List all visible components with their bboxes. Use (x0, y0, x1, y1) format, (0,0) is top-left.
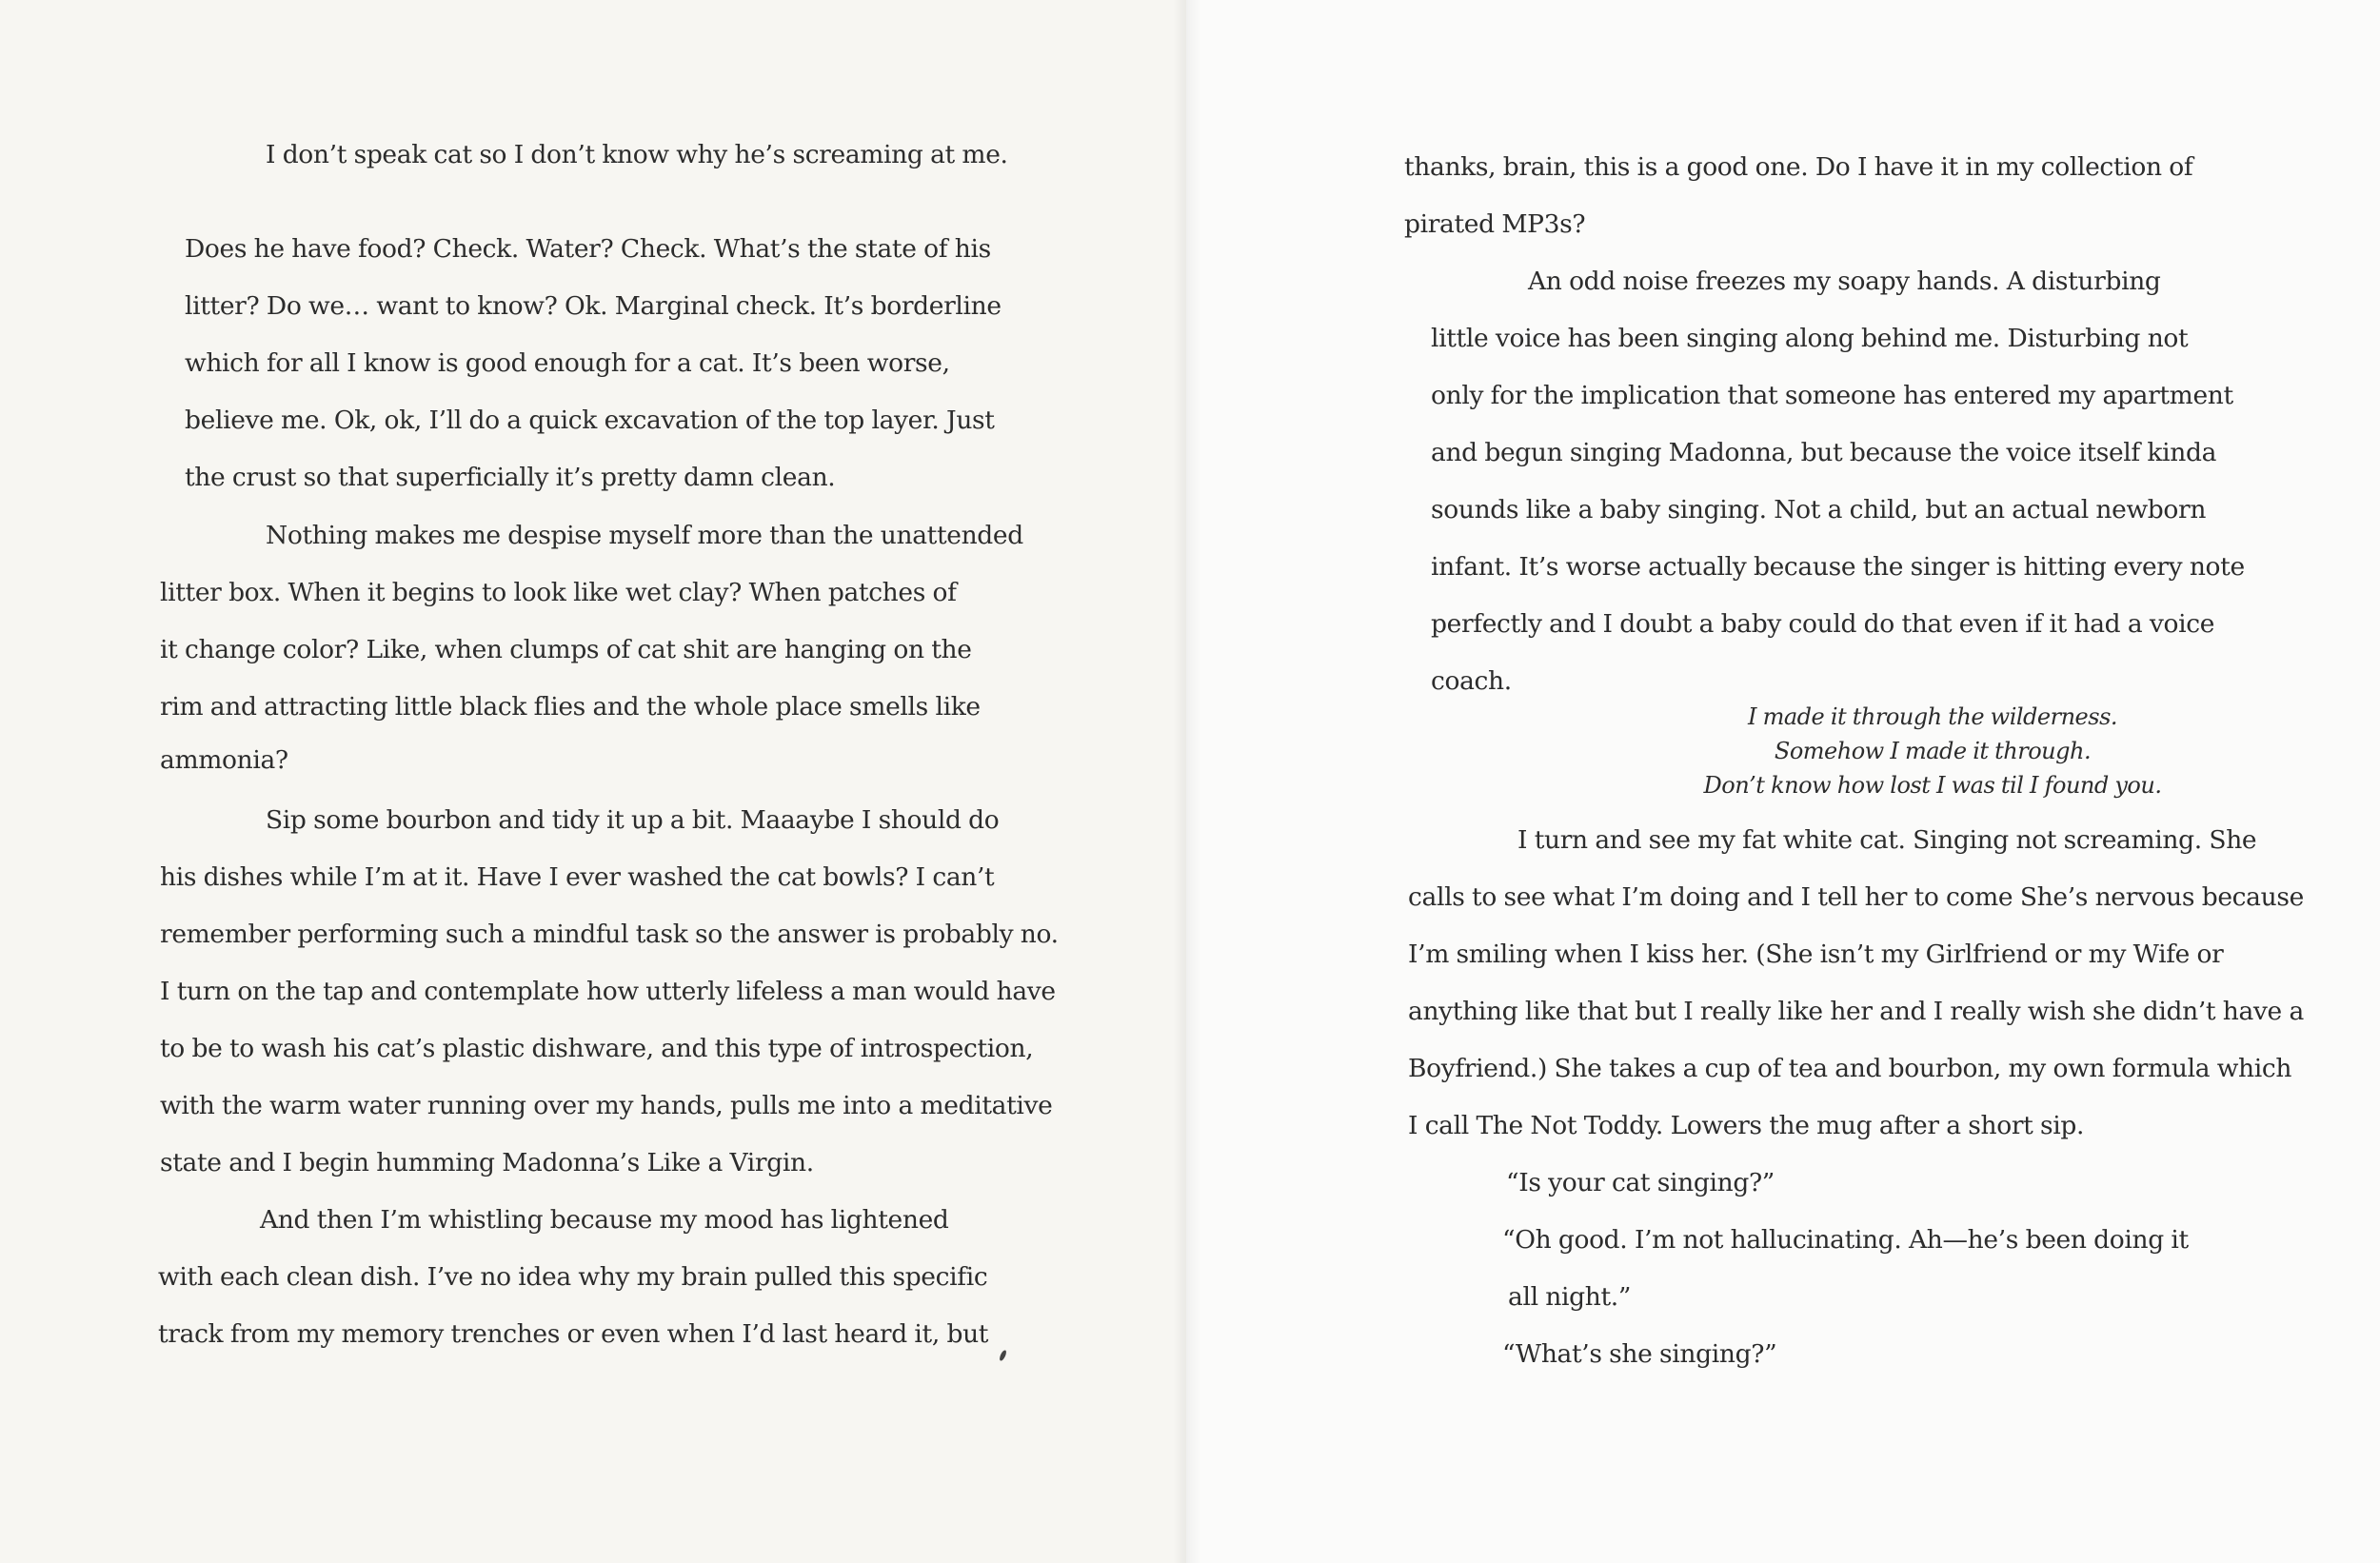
text-line: litter box. When it begins to look like wet clay? When patches of (160, 578, 957, 607)
text-line: ammonia? (160, 745, 288, 775)
text-line: little voice has been singing along behind me. Disturbing not (1431, 324, 2189, 353)
text-line: And then I’m whistling because my mood has lightened (260, 1205, 949, 1235)
text-line: and begun singing Madonna, but because the voice itself kinda (1431, 438, 2217, 467)
text-line: anything like that but I really like her and I really wish she didn’t have a (1408, 997, 2304, 1026)
left-page (0, 0, 1186, 1563)
text-line: I turn and see my fat white cat. Singing not screaming. She (1517, 825, 2257, 855)
right-page (1186, 0, 2380, 1563)
text-line: thanks, brain, this is a good one. Do I have it in my collection of (1404, 152, 2193, 182)
text-line: all night.” (1508, 1282, 1632, 1312)
text-line: believe me. Ok, ok, I’ll do a quick excavation of the top layer. Just (185, 406, 995, 435)
lyric-line: Don’t know how lost I was til I found you. (1703, 772, 2162, 799)
text-line: Sip some bourbon and tidy it up a bit. Maaaybe I should do (266, 805, 1000, 835)
text-line: I call The Not Toddy. Lowers the mug after a short sip. (1408, 1111, 2085, 1140)
text-line: with each clean dish. I’ve no idea why my brain pulled this specific (158, 1262, 988, 1292)
ink-speck (999, 1350, 1008, 1362)
text-line: litter? Do we… want to know? Ok. Marginal check. It’s borderline (185, 291, 1002, 321)
text-line: it change color? Like, when clumps of cat shit are hanging on the (160, 635, 972, 664)
text-line: remember performing such a mindful task so the answer is probably no. (160, 920, 1059, 949)
text-line: “Is your cat singing?” (1506, 1168, 1775, 1197)
text-line: rim and attracting little black flies and the whole place smells like (160, 692, 981, 722)
text-line: coach. (1431, 666, 1512, 696)
text-line: I turn on the tap and contemplate how utterly lifeless a man would have (160, 977, 1056, 1006)
text-line: I don’t speak cat so I don’t know why he’s screaming at me. (266, 140, 1008, 169)
text-line: Nothing makes me despise myself more than the unattended (266, 521, 1023, 550)
text-line: track from my memory trenches or even when I’d last heard it, but (158, 1319, 989, 1349)
text-line: I’m smiling when I kiss her. (She isn’t my Girlfriend or my Wife or (1408, 940, 2224, 969)
text-line: the crust so that superficially it’s pretty damn clean. (185, 463, 836, 492)
text-line: Boyfriend.) She takes a cup of tea and bourbon, my own formula which (1408, 1054, 2292, 1083)
text-line: Does he have food? Check. Water? Check. What’s the state of his (185, 234, 991, 264)
text-line: sounds like a baby singing. Not a child, but an actual newborn (1431, 495, 2207, 524)
text-line: pirated MP3s? (1404, 209, 1586, 239)
book-gutter (1173, 0, 1201, 1563)
text-line: infant. It’s worse actually because the singer is hitting every note (1431, 552, 2245, 582)
text-line: his dishes while I’m at it. Have I ever washed the cat bowls? I can’t (160, 862, 995, 892)
text-line: with the warm water running over my hands, pulls me into a meditative (160, 1091, 1053, 1120)
text-line: perfectly and I doubt a baby could do that even if it had a voice (1431, 609, 2215, 639)
lyric-line: Somehow I made it through. (1774, 738, 2092, 764)
text-line: only for the implication that someone has entered my apartment (1431, 381, 2233, 410)
lyric-line: I made it through the wilderness. (1747, 703, 2118, 730)
text-line: which for all I know is good enough for a cat. It’s been worse, (185, 348, 950, 378)
text-line: An odd noise freezes my soapy hands. A disturbing (1528, 267, 2161, 296)
text-line: calls to see what I’m doing and I tell her to come She’s nervous because (1408, 882, 2304, 912)
text-line: “Oh good. I’m not hallucinating. Ah—he’s been doing it (1502, 1225, 2189, 1255)
text-line: “What’s she singing?” (1502, 1339, 1777, 1369)
text-line: state and I begin humming Madonna’s Like a Virgin. (160, 1148, 814, 1177)
text-line: to be to wash his cat’s plastic dishware, and this type of introspection, (160, 1034, 1034, 1063)
